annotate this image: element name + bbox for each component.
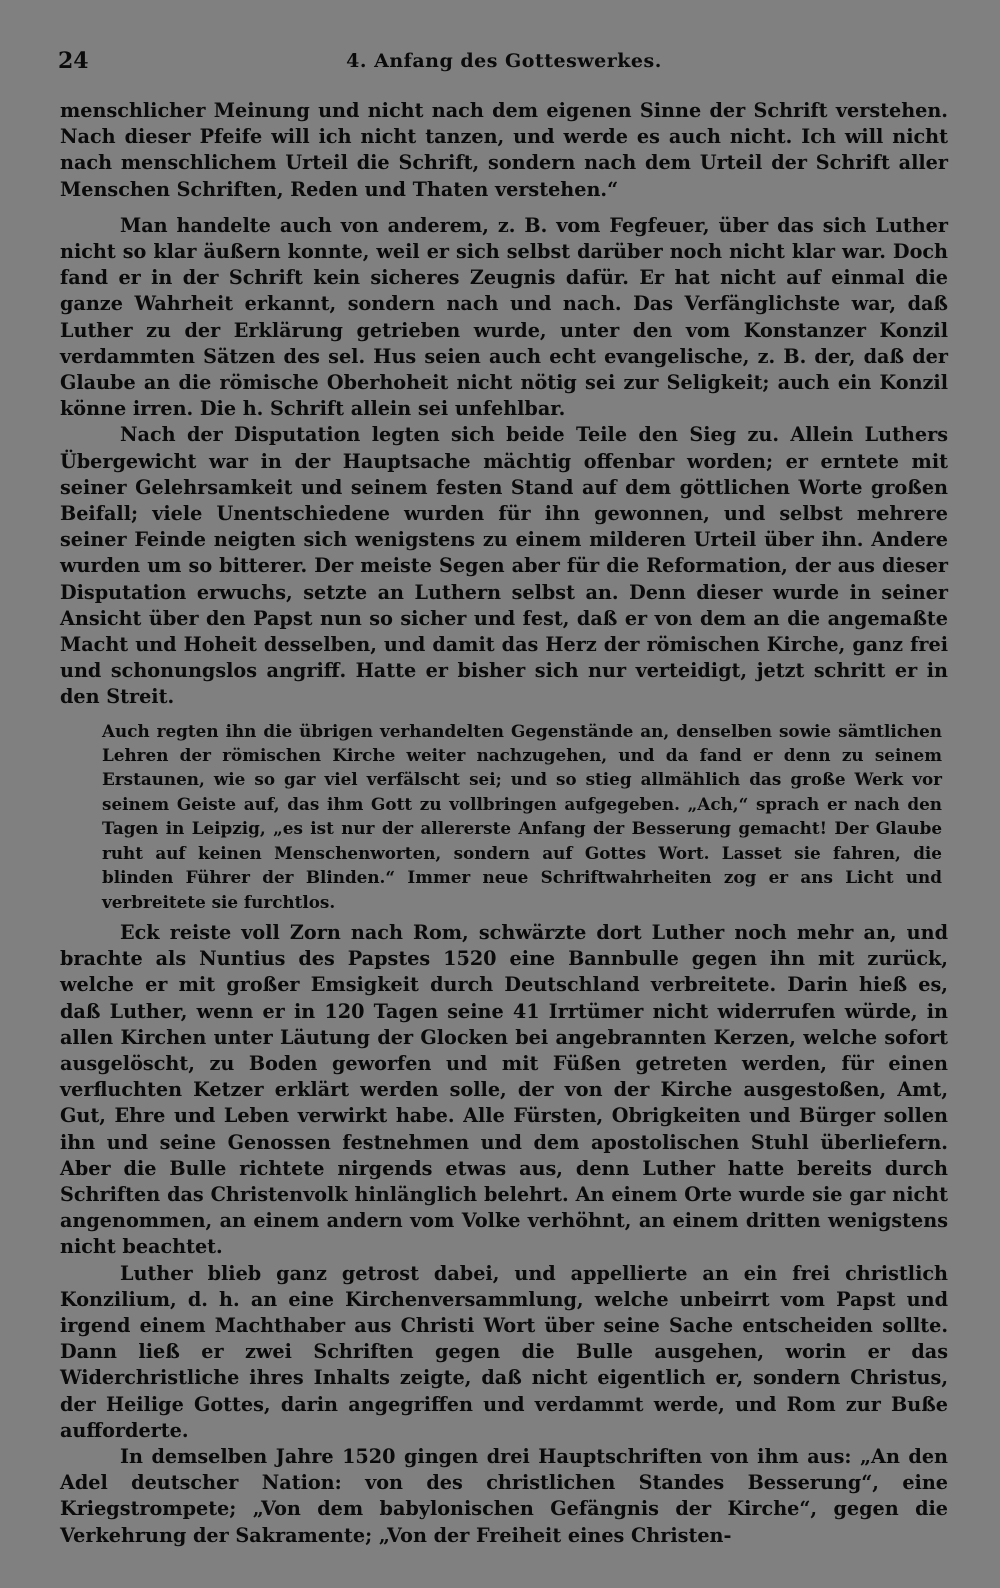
running-title: 4. Anfang des Gotteswerkes.	[346, 50, 662, 72]
paragraph-quote-continuation: menschlicher Meinung und nicht nach dem eigenen Sinne der Schrift verstehen. Nach dieser Pfeife will ich nicht tanzen, und werde es auch nicht. Ich will nicht nach menschlichem Urteil die Schrift, sondern nach dem Urteil der Schrift aller Menschen Schriften, Reden und Thaten verstehen.“	[60, 99, 948, 201]
page-header	[58, 48, 950, 84]
paragraph-fegfeuer: Man handelte auch von anderem, z. B. vom Fegfeuer, über das sich Luther nicht so klar äußern konnte, weil er sich selbst darüber noch nicht klar war. Doch fand er in der Schrift kein sicheres Zeugnis dafür. Er hat nicht auf einmal die ganze Wahrheit erkannt, sondern nach und nach. Das Verfänglichste war, daß Luther zu der Erklärung getrieben wurde, unter den vom Konstanzer Konzil verdammten Sätzen des sel. Hus seien auch echt evangelische, z. B. der, daß der Glaube an die römische Oberhoheit nicht nötig sei zur Seligkeit; auch ein Konzil könne irren. Die h. Schrift allein sei unfehlbar.	[60, 213, 948, 421]
paragraph-hauptschriften: In demselben Jahre 1520 gingen drei Hauptschriften von ihm aus: „An den Adel deutscher Nation: von des christlichen Standes Besserung“, eine Kriegstrompete; „Von dem babylonischen Gefängnis der Kirche“, gegen die Verkehrung der Sakramente; „Von der Freiheit eines Christen-	[60, 1444, 948, 1547]
body-text	[60, 98, 948, 1549]
page-number: 24	[58, 48, 89, 74]
paragraph-konzilium: Luther blieb ganz getrost dabei, und appellierte an ein frei christlich Konzilium, d. h. an eine Kirchenversammlung, welche unbeirrt vom Papst und irgend einem Machthaber aus Christi Wort über seine Sache entscheiden sollte. Dann ließ er zwei Schriften gegen die Bulle ausgehen, worin er das Widerchristliche ihres Inhalts zeigte, daß nicht eigentlich er, sondern Christus, der Heilige Gottes, darin angegriffen und verdammt werde, und Rom zur Buße aufforderte.	[60, 1261, 948, 1442]
paragraph-bannbulle: Eck reiste voll Zorn nach Rom, schwärzte dort Luther noch mehr an, und brachte als Nuntius des Papstes 1520 eine Bannbulle gegen ihn mit zurück, welche er mit großer Emsigkeit durch Deutschland verbreitete. Darin hieß es, daß Luther, wenn er in 120 Tagen seine 41 Irrtümer nicht widerrufen würde, in allen Kirchen unter Läutung der Glocken bei angebrannten Kerzen, welche sofort ausgelöscht, zu Boden geworfen und mit Füßen getreten werden, für einen verfluchten Ketzer erklärt werden solle, der von der Kirche ausgestoßen, Amt, Gut, Ehre und Leben verwirkt habe. Alle Fürsten, Obrigkeiten und Bürger sollen ihn und seine Genossen festnehmen und dem apostolischen Stuhl überliefern. Aber die Bulle richtete nirgends etwas aus, denn Luther hatte bereits durch Schriften das Christenvolk hinlänglich belehrt. An einem Orte wurde sie gar nicht angenommen, an einem andern vom Volke verhöhnt, an einem dritten wenigstens nicht beachtet.	[60, 920, 948, 1259]
paragraph-small-print: Auch regten ihn die übrigen verhandelten Gegenstände an, denselben sowie sämtlichen Lehren der römischen Kirche weiter nachzugehen, und da fand er denn zu seinem Erstaunen, wie so gar viel verfälscht sei; und so stieg allmählich das große Werk vor seinem Geiste auf, das ihm Gott zu vollbringen aufgegeben. „Ach,“ sprach er nach den Tagen in Leipzig, „es ist nur der allererste Anfang der Besserung gemacht! Der Glaube ruht auf keinen Menschenworten, sondern auf Gottes Wort. Lasset sie fahren, die blinden Führer der Blinden.“ Immer neue Schriftwahrheiten zog er ans Licht und verbreitete sie furchtlos.	[102, 720, 942, 912]
paragraph-disputation: Nach der Disputation legten sich beide Teile den Sieg zu. Allein Luthers Übergewicht war in der Hauptsache mächtig offenbar worden; er erntete mit seiner Gelehrsamkeit und seinem festen Stand auf dem göttlichen Worte großen Beifall; viele Unentschiedene wurden für ihn gewonnen, und selbst mehrere seiner Feinde neigten sich wenigstens zu einem milderen Urteil über ihn. Andere wurden um so bitterer. Der meiste Segen aber für die Reformation, der aus dieser Disputation erwuchs, setzte an Luthern selbst an. Denn dieser wurde in seiner Ansicht über den Papst nun so sicher und fest, daß er von dem an die angemaßte Macht und Hoheit desselben, und damit das Herz der römischen Kirche, ganz frei und schonungslos angriff. Hatte er bisher sich nur verteidigt, jetzt schritt er in den Streit.	[60, 423, 948, 709]
